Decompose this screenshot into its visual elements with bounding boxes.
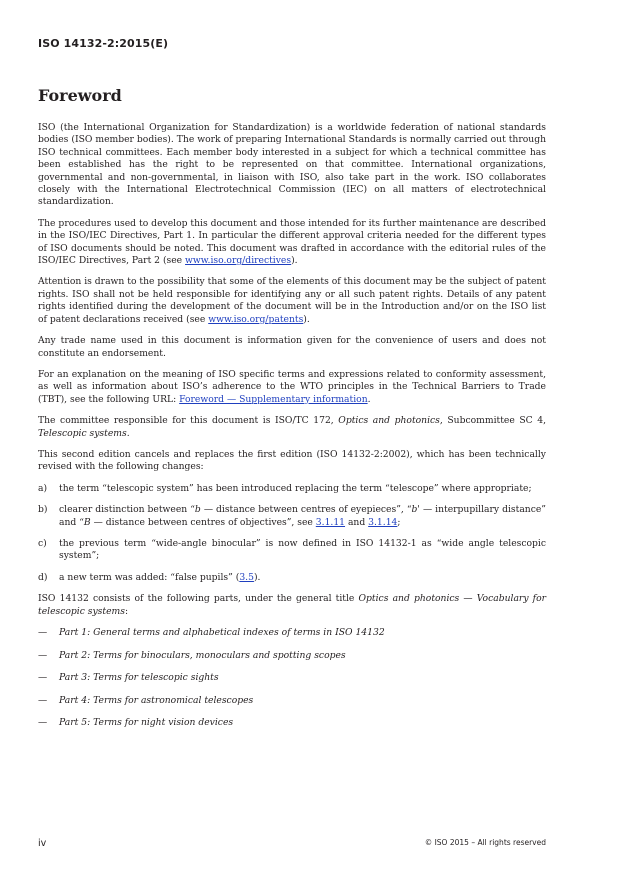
text: ISO 14132 consists of the following parts, under the general title: [38, 593, 359, 605]
text: clearer distinction between “: [59, 504, 195, 516]
document-id: ISO 14132-2:2015(E): [38, 37, 169, 50]
text: :: [124, 605, 129, 617]
list-marker: a): [38, 482, 48, 494]
part-item: [38, 695, 546, 707]
paragraph: Any trade name used in this document is information given for the convenience of users and does not constitute an endorsement.: [38, 335, 546, 359]
change-item-b: [38, 504, 546, 529]
list-marker: c): [38, 537, 47, 549]
patents-link[interactable]: www.iso.org/patents: [208, 313, 304, 325]
symbol-b: b: [194, 504, 201, 516]
symbol-B: B: [83, 516, 91, 528]
text: .: [126, 427, 130, 439]
list-text: the term “telescopic system” has been introduced replacing the term “telescope” where appropriate;: [59, 482, 532, 494]
paragraph: [38, 276, 546, 326]
supplementary-info-link[interactable]: Foreword — Supplementary information: [179, 393, 368, 405]
change-item-d: [38, 572, 546, 584]
list-marker: b): [38, 504, 48, 516]
text: ).: [253, 571, 261, 583]
text: ).: [291, 255, 298, 267]
text: The procedures used to develop this document and those intended for its further maintenance are described in the ISO/IEC Directives, Part 1. In particular the different approval criteria needed for the different types of ISO documents should be noted. This document was drafted in accordance with the editorial rules of the ISO/IEC Directives, Part 2 (see: [38, 217, 546, 267]
text: and: [345, 516, 369, 528]
text: , Subcommittee SC 4,: [439, 415, 546, 427]
text: Attention is drawn to the possibility that some of the elements of this document may be the subject of patent rights. ISO shall not be held responsible for identifying any or all such patent rights. Details of any patent rights identified during the development of the document will be in the Introduction and/or on the ISO list of patent declarations received (see: [38, 276, 546, 325]
change-item-c: [38, 538, 546, 563]
page-title: Foreword: [38, 86, 122, 105]
dash: —: [38, 649, 48, 661]
ref-link-3-1-14[interactable]: 3.1.14: [368, 516, 398, 528]
text: a new term was added: “false pupils” (: [59, 571, 240, 583]
list-text: [59, 572, 546, 584]
text-italic: Optics and photonics — Vocabulary for telescopic systems: [38, 593, 546, 617]
paragraph: [38, 369, 546, 406]
dash: —: [38, 627, 48, 638]
paragraph: [38, 415, 546, 440]
text-italic: Optics and photonics: [338, 415, 440, 427]
list-text: [59, 504, 546, 529]
dash: —: [38, 717, 48, 729]
part-title: Part 5: Terms for night vision devices: [59, 717, 234, 729]
part-title: Part 2: Terms for binoculars, monoculars and spotting scopes: [59, 649, 346, 661]
ref-link-3-5[interactable]: 3.5: [239, 571, 254, 583]
part-title: Part 3: Terms for telescopic sights: [59, 672, 219, 684]
symbol-b-prime: b': [411, 504, 420, 516]
directives-link[interactable]: www.iso.org/directives: [185, 255, 292, 267]
part-title: Part 4: Terms for astronomical telescopes: [59, 694, 254, 706]
text: .: [367, 393, 371, 405]
list-text: the previous term “wide-angle binocular” is now defined in ISO 14132-1 as “wide angle telescopic system”;: [59, 537, 546, 562]
part-item: [38, 717, 546, 729]
text: — distance between centres of eyepieces”, “: [200, 504, 412, 516]
list-marker: d): [38, 571, 48, 583]
change-item-a: [38, 483, 546, 495]
page-number: iv: [38, 838, 47, 849]
text: ;: [397, 516, 401, 528]
text: The committee responsible for this document is ISO/TC 172,: [38, 415, 339, 427]
dash: —: [38, 672, 48, 684]
paragraph: This second edition cancels and replaces the first edition (ISO 14132-2:2002), which has been technically revised with the following changes:: [38, 448, 546, 473]
dash: —: [38, 694, 48, 706]
paragraph: [38, 218, 546, 268]
copyright-notice: © ISO 2015 – All rights reserved: [424, 838, 546, 847]
part-item: [38, 650, 546, 662]
paragraph: ISO (the International Organization for Standardization) is a worldwide federation of national standards bodies (ISO member bodies). The work of preparing International Standards is normally carried out through ISO technical committees. Each member body interested in a subject for which a technical committee has been established has the right to be represented on that committee. International organizations, governmental and non-governmental, in liaison with ISO, also take part in the work. ISO collaborates closely with the International Electrotechnical Commission (IEC) on all matters of electrotechnical standardization.: [38, 122, 546, 208]
text: — interpupillary distance” and “: [59, 504, 546, 528]
part-item: [38, 627, 546, 639]
text: — distance between centres of objectives”, see: [90, 516, 316, 528]
part-title: Part 1: General terms and alphabetical indexes of terms in ISO 14132: [59, 627, 385, 638]
foreword-body: [38, 122, 546, 740]
part-item: [38, 672, 546, 684]
text: ).: [303, 313, 310, 325]
ref-link-3-1-11[interactable]: 3.1.11: [315, 516, 346, 528]
text-italic: Telescopic systems: [38, 427, 127, 439]
paragraph: [38, 593, 546, 618]
text: For an explanation on the meaning of ISO specific terms and expressions related to conformity assessment, as well as information about ISO’s adherence to the WTO principles in the Technical Barriers to Trade (TBT), see the following URL:: [38, 368, 546, 405]
